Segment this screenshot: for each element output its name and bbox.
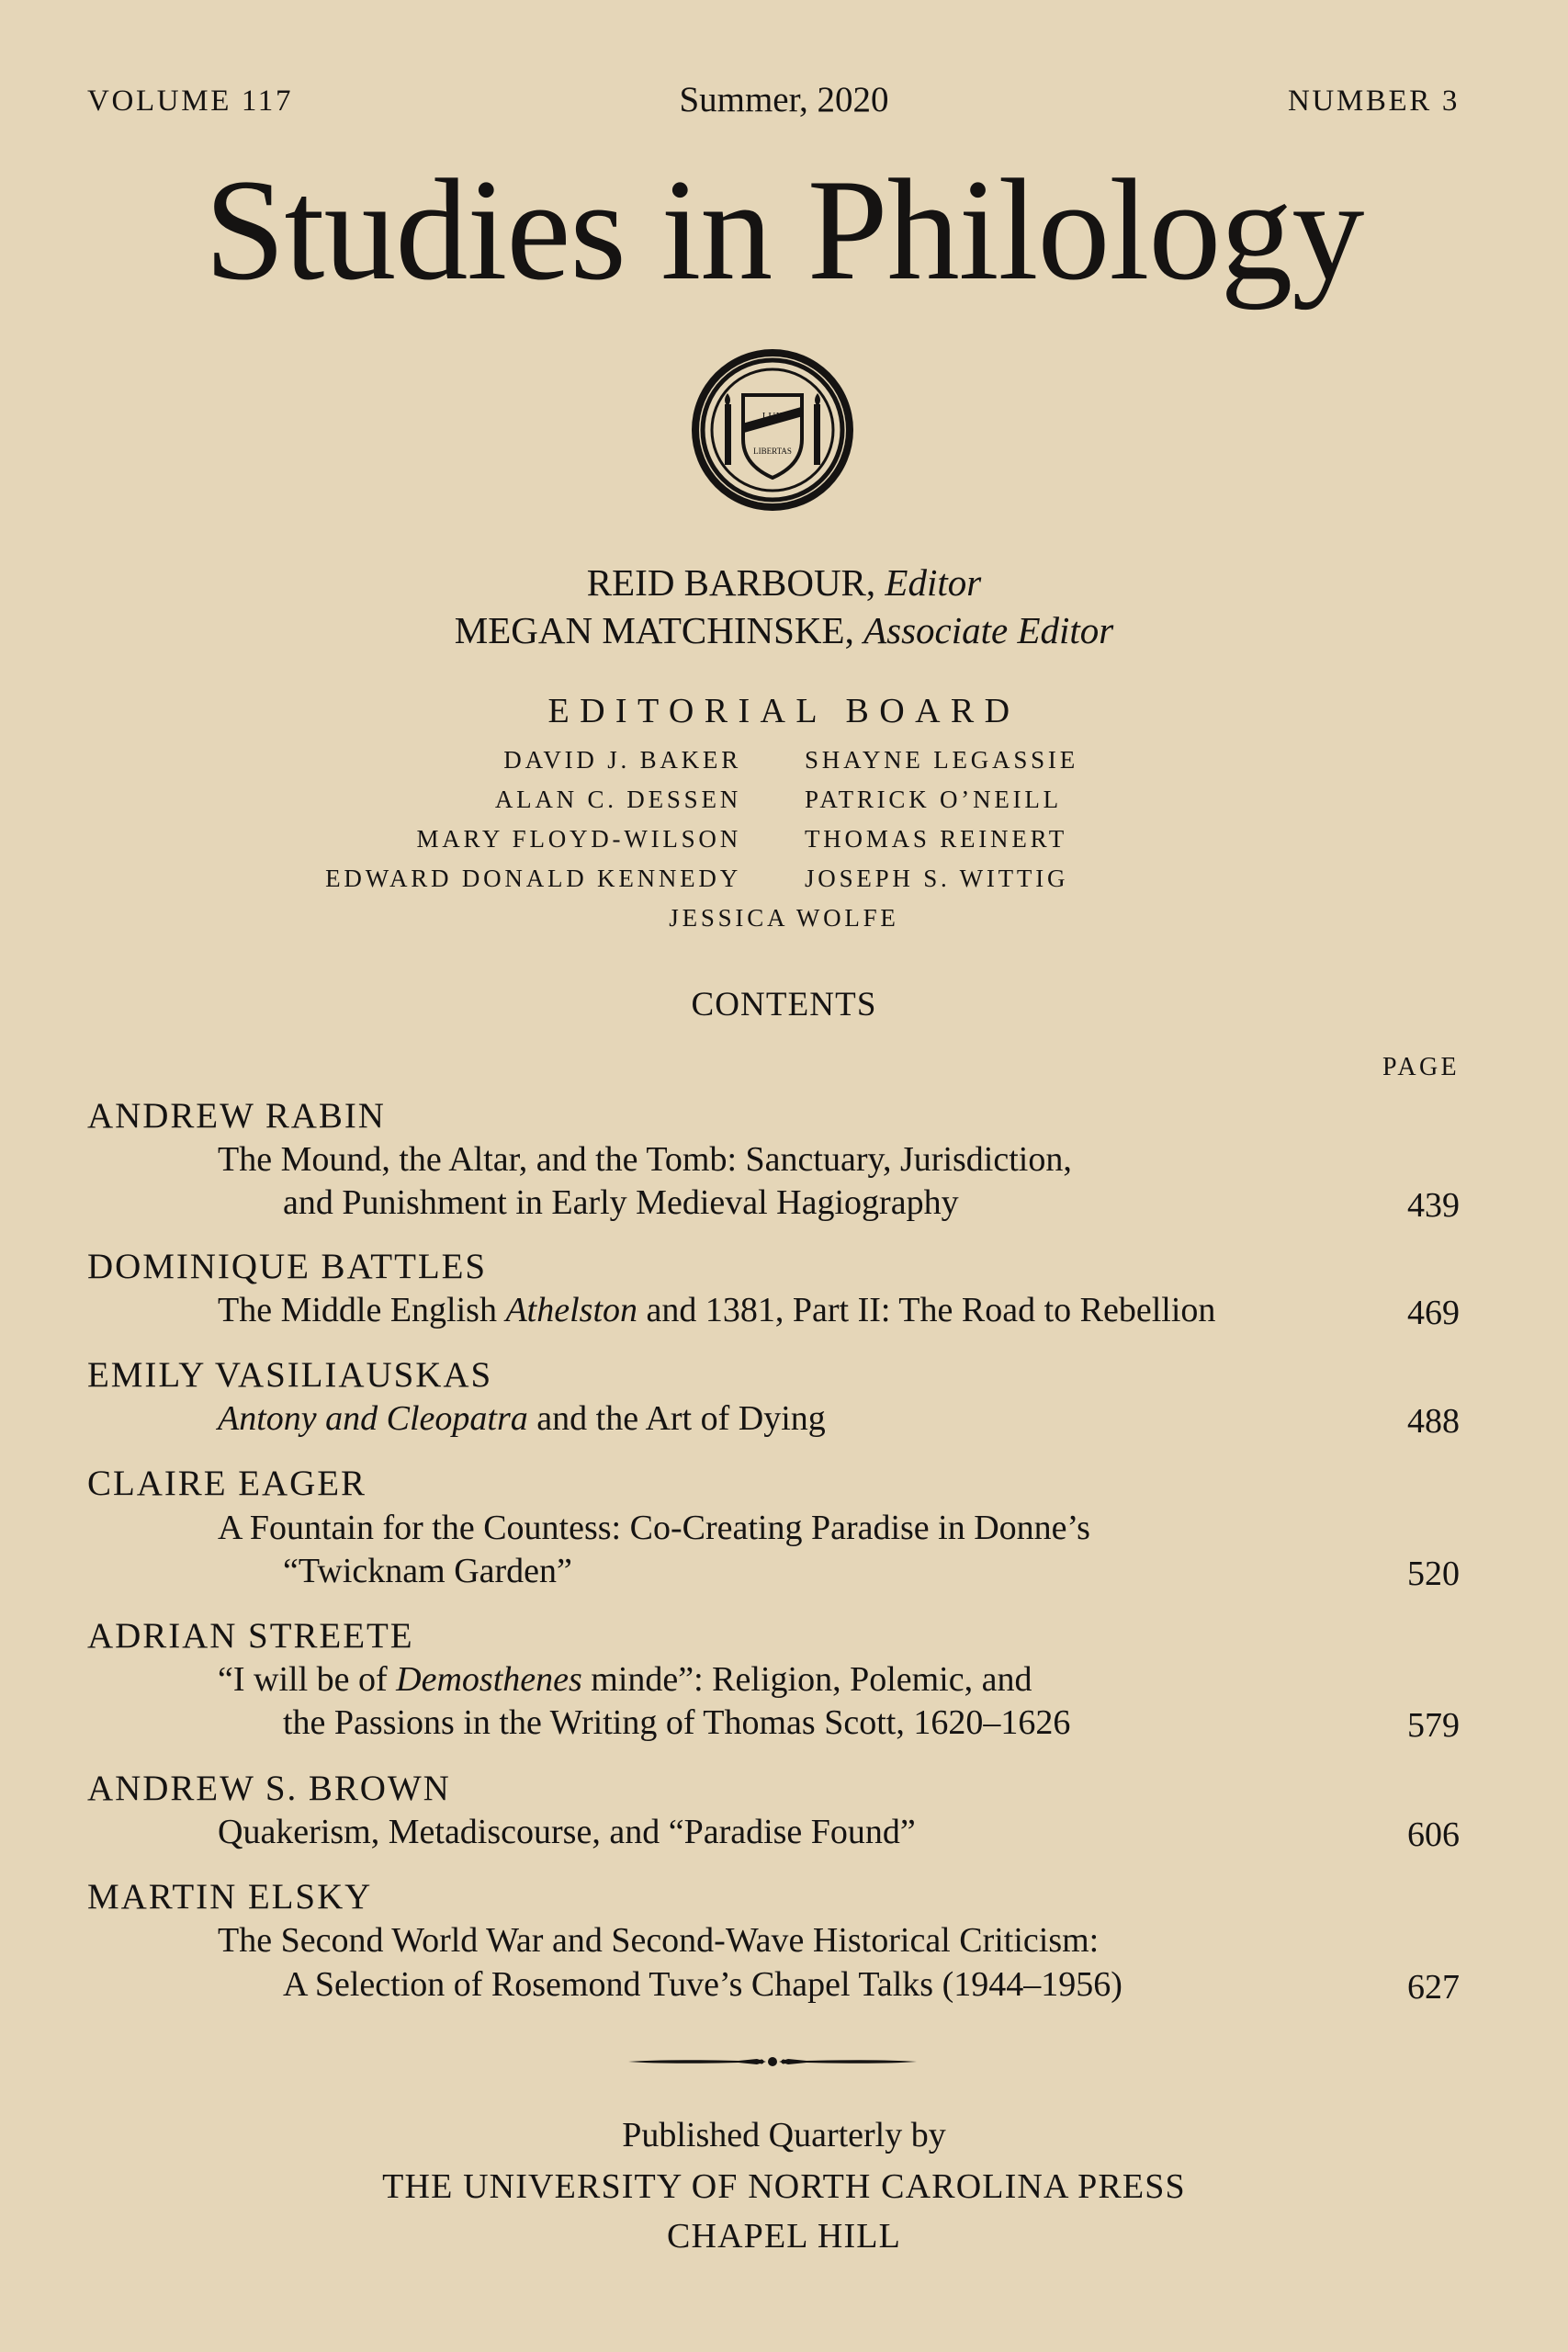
associate-editor-line: [0, 609, 1568, 651]
article-title-line: the Passions in the Writing of Thomas Scott, 1620–1626: [283, 1703, 1071, 1742]
article-page: 606: [1407, 1815, 1460, 1854]
article-title-line: A Fountain for the Countess: Co-Creating Paradise in Donne’s: [218, 1509, 1090, 1547]
board-member: JESSICA WOLFE: [669, 904, 899, 932]
article-title-line: A Selection of Rosemond Tuve’s Chapel Talks (1944–1956): [283, 1965, 1122, 2004]
editor-role: Editor: [885, 561, 982, 604]
article-title-line: The Second World War and Second-Wave Historical Criticism:: [218, 1921, 1100, 1960]
associate-editor-name: MEGAN MATCHINSKE,: [454, 609, 854, 651]
page-column-heading: PAGE: [1382, 1053, 1460, 1081]
board-member: ALAN C. DESSEN: [494, 786, 741, 813]
published-line: Published Quarterly by: [622, 2116, 946, 2154]
article-author: ADRIAN STREETE: [87, 1616, 414, 1656]
article-title-line: and Punishment in Early Medieval Hagiography: [283, 1183, 959, 1222]
article-title-line: “Twicknam Garden”: [283, 1552, 572, 1590]
ornament-divider-icon: [628, 2054, 917, 2069]
board-member: SHAYNE LEGASSIE: [805, 746, 1078, 774]
issue-number: NUMBER 3: [1287, 85, 1460, 118]
board-member: PATRICK O’NEILL: [805, 786, 1062, 813]
article-author: ANDREW RABIN: [87, 1096, 386, 1136]
article-author: CLAIRE EAGER: [87, 1464, 367, 1503]
seal-text-top: LUX: [761, 411, 784, 422]
article-title-line: “I will be of Demosthenes minde”: Religion, Polemic, and: [218, 1660, 1032, 1699]
article-page: 520: [1407, 1555, 1460, 1593]
article-author: EMILY VASILIAUSKAS: [87, 1355, 493, 1395]
university-seal-icon: [690, 347, 855, 513]
associate-editor-role: Associate Editor: [863, 609, 1114, 651]
board-member: THOMAS REINERT: [805, 825, 1068, 853]
journal-title: Studies in Philology: [204, 150, 1364, 311]
editor-name: REID BARBOUR,: [586, 561, 876, 604]
publisher-city: CHAPEL HILL: [667, 2217, 901, 2256]
article-title-line: Antony and Cleopatra and the Art of Dying: [218, 1399, 826, 1438]
article-title-line: The Mound, the Altar, and the Tomb: Sanctuary, Jurisdiction,: [218, 1140, 1072, 1179]
volume-label: VOLUME 117: [87, 85, 294, 118]
seal-text-bottom: LIBERTAS: [753, 447, 792, 456]
board-member: JOSEPH S. WITTIG: [805, 865, 1069, 892]
article-author: DOMINIQUE BATTLES: [87, 1247, 488, 1286]
article-title-line: The Middle English Athelston and 1381, Part II: The Road to Rebellion: [218, 1291, 1216, 1329]
article-page: 627: [1407, 1968, 1460, 2007]
board-member: DAVID J. BAKER: [503, 746, 741, 774]
contents-heading: CONTENTS: [691, 986, 877, 1023]
issue-season: Summer, 2020: [679, 80, 889, 119]
article-page: 579: [1407, 1706, 1460, 1745]
board-member: EDWARD DONALD KENNEDY: [325, 865, 741, 892]
article-title-line: Quakerism, Metadiscourse, and “Paradise Found”: [218, 1813, 916, 1851]
article-page: 439: [1407, 1186, 1460, 1225]
article-page: 469: [1407, 1294, 1460, 1332]
board-member: MARY FLOYD-WILSON: [416, 825, 741, 853]
article-author: MARTIN ELSKY: [87, 1877, 373, 1917]
article-author: ANDREW S. BROWN: [87, 1769, 451, 1808]
editor-line: [0, 561, 1568, 604]
article-page: 488: [1407, 1402, 1460, 1441]
editorial-board-heading: EDITORIAL BOARD: [547, 692, 1021, 730]
publisher-name: THE UNIVERSITY OF NORTH CAROLINA PRESS: [382, 2167, 1186, 2206]
